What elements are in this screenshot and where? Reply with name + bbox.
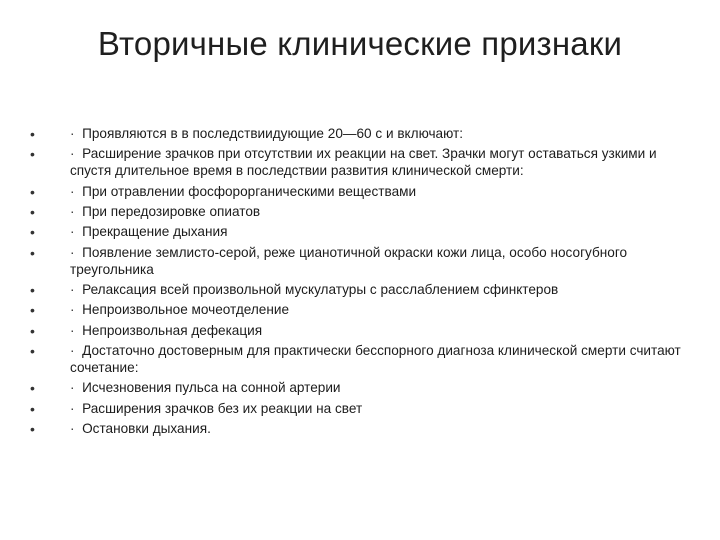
slide-title: Вторичные клинические признаки xyxy=(97,25,623,62)
middle-dot-marker: · xyxy=(70,343,75,359)
list-item-text: Проявляются в в последствиидующие 20—60 с и включают: xyxy=(82,126,464,141)
middle-dot-marker: · xyxy=(70,380,75,396)
middle-dot-marker: · xyxy=(70,244,75,260)
bullet-icon: • xyxy=(30,343,35,360)
list-item-text: При отравлении фосфорорганическими веществами xyxy=(82,183,417,199)
list-item xyxy=(30,401,690,418)
list-item xyxy=(30,343,690,377)
middle-dot-marker: · xyxy=(70,126,75,141)
list-item-text: Расширения зрачков без их реакции на свет xyxy=(82,400,363,416)
bullet-icon: • xyxy=(30,322,35,339)
list-item xyxy=(30,224,690,241)
list-item xyxy=(30,204,690,221)
bullet-icon: • xyxy=(30,400,35,417)
bullet-icon: • xyxy=(30,302,35,319)
bullet-icon: • xyxy=(30,126,35,142)
list-item xyxy=(30,282,690,299)
middle-dot-marker: · xyxy=(70,281,75,297)
list-item-text: Достаточно достоверным для практически бесспорного диагноза клинической смерти считают сочетание: xyxy=(70,343,681,375)
bullet-icon: • xyxy=(30,183,35,200)
list-item xyxy=(30,146,690,180)
list-item-text: Непроизвольное мочеотделение xyxy=(82,302,290,318)
list-item-text: Релаксация всей произвольной мускулатуры с расслаблением сфинктеров xyxy=(82,281,559,297)
list-item xyxy=(30,245,690,279)
list-item-text: Исчезновения пульса на сонной артерии xyxy=(82,380,341,396)
list-item-text: Непроизвольная дефекация xyxy=(82,322,263,338)
middle-dot-marker: · xyxy=(70,203,75,219)
list-item-text: При передозировке опиатов xyxy=(82,203,261,219)
middle-dot-marker: · xyxy=(70,322,75,338)
list-item xyxy=(30,126,690,143)
list-item-text: Прекращение дыхания xyxy=(82,224,228,240)
list-item-text: Остановки дыхания. xyxy=(82,421,211,437)
bullet-icon: • xyxy=(30,224,35,241)
list-item xyxy=(30,380,690,397)
bullet-icon: • xyxy=(30,281,35,298)
middle-dot-marker: · xyxy=(70,224,75,240)
middle-dot-marker: · xyxy=(70,421,75,437)
list-item-text: Расширение зрачков при отсутствии их реакции на свет. Зрачки могут оставаться узкими и спустя длительное время в последствии развития клинической смерти: xyxy=(70,146,657,179)
bullet-icon: • xyxy=(30,380,35,397)
middle-dot-marker: · xyxy=(70,146,75,162)
bullet-icon: • xyxy=(30,146,35,163)
list-item xyxy=(30,184,690,201)
bullet-icon: • xyxy=(30,244,35,261)
middle-dot-marker: · xyxy=(70,183,75,199)
list-item xyxy=(30,323,690,340)
middle-dot-marker: · xyxy=(70,400,75,416)
list-item xyxy=(30,302,690,319)
list-item-text: Появление землисто-серой, реже цианотичной окраски кожи лица, особо носогубного треугольника xyxy=(70,244,628,277)
middle-dot-marker: · xyxy=(70,302,75,318)
list-item xyxy=(30,421,690,438)
bullet-list xyxy=(30,126,690,441)
bullet-icon: • xyxy=(30,421,35,438)
bullet-icon: • xyxy=(30,203,35,220)
